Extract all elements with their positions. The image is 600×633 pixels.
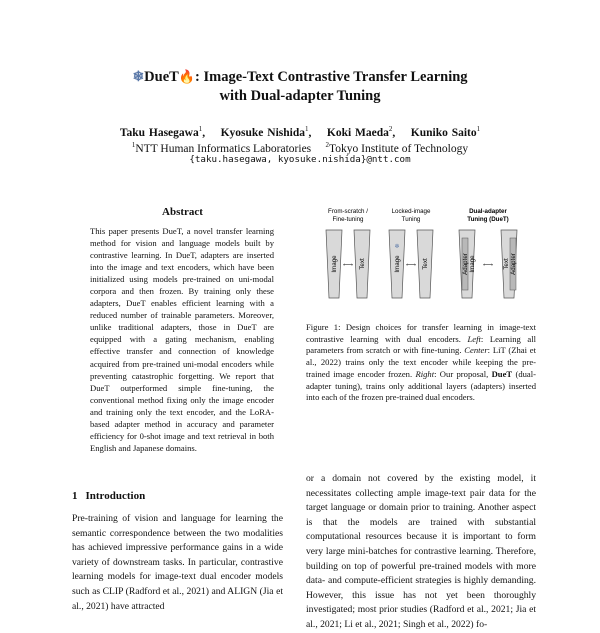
text-label: Text [359, 258, 366, 270]
affiliations: $^1$NTT Human Informatics Laboratories $^2$Tokyo Institute of Technology [131, 141, 469, 155]
title-part2: : Image-Text Contrastive Transfer Learning [195, 69, 468, 85]
fire-icon: 🔥 [178, 69, 196, 84]
affiliation-1: NTT Human Informatics Laboratories [135, 142, 312, 155]
col2-title-line2: Tuning [401, 216, 421, 223]
col1-title-line2: Fine-tuning [332, 216, 364, 223]
right-column-body: or a domain not covered by the existing model, it necessitates collecting ample image-text pair data for the target language or domain prior to training. Another aspect is that the models are trained with substantial computational resources because it is important to form very large mini-batches for contrastive learning. Therefore, building on top of powerful pre-trained models with more data- and compute-efficient strategies is highly demanding. However, this issue has not yet been thoroughly investigated; most prior studies (Radford et al., 2021; Jia et al., 2021; Li et al., 2021; Singh et al., 2022) fo- [306, 473, 536, 630]
col2-title-line1: Locked-image [391, 208, 431, 215]
title-part1: DueT [144, 69, 179, 85]
section-heading: 1 Introduction [72, 490, 146, 502]
abstract-heading: Abstract [162, 206, 203, 218]
snowflake-icon: ❄ [132, 70, 145, 85]
contrast-arrow-icon: ⟷ [405, 261, 417, 269]
image-label: Image [469, 255, 476, 273]
title-line2: with Dual-adapter Tuning [219, 88, 381, 104]
col3-title-line2: Tuning (DueT) [467, 216, 509, 223]
figure-caption: Figure 1: Design choices for transfer learning in image-text contrastive learning with dual encoders. Left: Learning all parameters from scratch or with fine-tuning. Center: LiT (Zhai et al., 2022) trains only the text encoder while keeping the pre-trained image encoder frozen. Right: Our proposal, DueT (dual-adapter tuning), trains only additional layers (adapters) inserted into each of the frozen pre-trained dual encoders. [306, 322, 536, 403]
contrast-arrow-icon: ⟷ [342, 261, 354, 269]
author-emails: {taku.hasegawa, kyosuke.nishida}@ntt.com [189, 154, 411, 165]
figure-1 [306, 204, 536, 316]
author-name: Taku Hasegawa [119, 126, 199, 139]
contrast-arrow-icon: ⟷ [482, 261, 494, 269]
adapter-label: Adapter [510, 253, 517, 275]
col3-title-line1: Dual-adapter [469, 208, 507, 215]
image-label: Image [331, 255, 338, 273]
author-name: Kuniko Saito [410, 126, 477, 139]
author-list: Taku Hasegawa$^1$, Kyosuke Nishida$^1$, Koki Maeda$^2$, Kuniko Saito$^1$ [119, 125, 481, 139]
paper-title [0, 68, 600, 105]
text-label: Text [422, 258, 429, 270]
abstract-body: This paper presents DueT, a novel transfer learning method for vision and language models built by contrastive learning. In DueT, adapters are inserted into the image and text encoders, which have been initialized using models pre-trained on uni-modal corpora and then frozen. By training only these adapters, DueT enables efficient learning with a reduced number of trainable parameters. Moreover, unlike traditional adapters, those in DueT are equipped with a gating mechanism, enabling effective transfer and connection of knowledge acquired from pre-trained uni-modal encoders while preventing catastrophic forgetting. We report that DueT outperformed simple fine-tuning, the conventional method fixing only the image encoder and training only the text encoder, and the LoRA-based adapter method in accuracy and parameter efficiency for 0-shot image and text retrieval in both English and Japanese domains. [90, 226, 274, 453]
introduction-body: Pre-training of vision and language for learning the semantic correspondence between the two modalities has achieved impressive performance gains in a wide variety of downstream tasks. In particular, contrastive learning models for image-text dual encoder models such as CLIP (Radford et al., 2021) and ALIGN (Jia et al., 2021) have attracted [72, 513, 283, 612]
author-name: Kyosuke Nishida [220, 126, 305, 139]
affiliation-2: Tokyo Institute of Technology [329, 142, 469, 155]
snowflake-icon: ❄ [394, 244, 400, 250]
adapter-label: Adapter [462, 253, 469, 275]
image-label: Image [394, 255, 401, 273]
text-label: Text [503, 258, 510, 270]
col1-title-line1: From-scratch / [328, 208, 368, 215]
author-name: Koki Maeda [326, 126, 389, 139]
